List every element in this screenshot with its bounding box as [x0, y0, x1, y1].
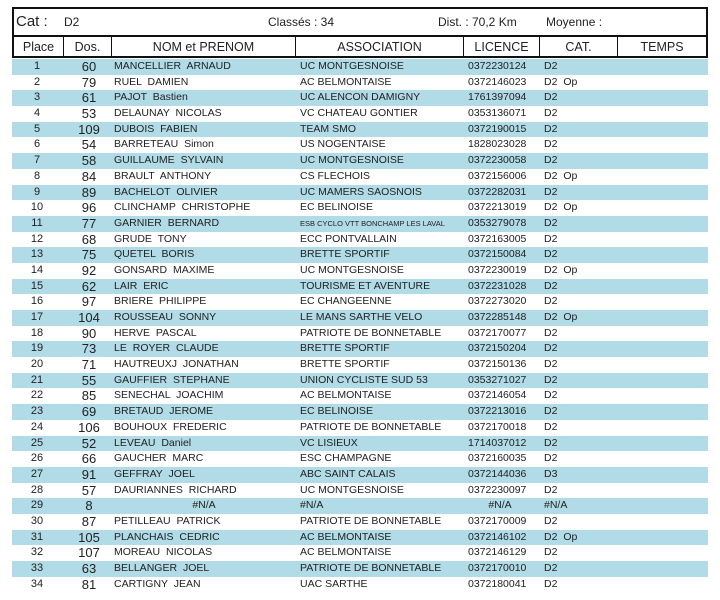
cell-association: ESB CYCLO VTT BONCHAMP LES LAVAL	[300, 218, 445, 228]
cell-licence: 1714037012	[468, 436, 527, 449]
cell-cat: D2	[544, 60, 558, 72]
cell-dos: 89	[81, 184, 97, 200]
cell-association: UC ALENCON DAMIGNY	[300, 91, 421, 104]
cell-licence: 0372163005	[468, 232, 527, 245]
cell-nom: GRUDE TONY	[114, 232, 187, 245]
cell-place: 1	[33, 60, 41, 72]
cell-nom: LE ROYER CLAUDE	[114, 342, 219, 355]
table-row	[12, 483, 708, 499]
table-row	[12, 279, 708, 295]
cell-licence: 0372230019	[468, 263, 527, 276]
table-row	[12, 341, 708, 357]
cell-licence: 0372170018	[468, 420, 527, 433]
cell-licence: 0353279078	[468, 216, 527, 229]
cell-association: BRETTE SPORTIF	[300, 248, 390, 261]
cell-nom: DAURIANNES RICHARD	[114, 483, 237, 496]
table-header	[12, 35, 708, 58]
cell-licence: 0372285148	[468, 311, 527, 323]
cell-dos: 106	[78, 419, 100, 435]
cell-dos: 57	[81, 482, 97, 498]
table-row	[12, 388, 708, 404]
cell-temps	[616, 75, 708, 91]
cell-place: 3	[33, 91, 41, 104]
cell-association: US NOGENTAISE	[300, 138, 386, 151]
cell-temps	[616, 357, 708, 373]
average-speed: Moyenne :	[546, 15, 603, 29]
cell-cat: D2	[544, 138, 558, 151]
cell-dos: 107	[78, 545, 100, 561]
cell-place: 14	[30, 263, 44, 276]
col-header-association: ASSOCIATION	[296, 37, 464, 56]
cell-temps	[616, 467, 708, 483]
cell-cat: #N/A	[544, 499, 568, 512]
cell-association: PATRIOTE DE BONNETABLE	[300, 562, 442, 574]
cell-nom: SENECHAL JOACHIM	[114, 389, 224, 402]
cell-nom: GONSARD MAXIME	[114, 263, 215, 276]
race-info-box	[12, 7, 708, 35]
cell-place: 26	[30, 452, 44, 465]
cell-association: PATRIOTE DE BONNETABLE	[300, 420, 442, 433]
cell-cat: D2	[544, 483, 558, 496]
cell-cat: D2	[544, 562, 558, 574]
cell-dos: 52	[81, 435, 97, 451]
cell-dos: 8	[85, 498, 93, 514]
cell-place: 18	[30, 326, 44, 339]
col-header-cat: CAT.	[540, 37, 618, 56]
cell-association: TEAM SMO	[300, 122, 357, 135]
cell-nom: BELLANGER JOEL	[114, 562, 210, 574]
cell-nom: MANCELLIER ARNAUD	[114, 60, 231, 72]
cell-association: BRETTE SPORTIF	[300, 358, 390, 371]
cell-licence: 0372144036	[468, 467, 527, 480]
table-row	[12, 373, 708, 389]
table-row	[12, 122, 708, 138]
cell-licence: 0372170009	[468, 514, 527, 527]
cell-place: 12	[30, 232, 44, 245]
cell-nom: BRAULT ANTHONY	[114, 169, 212, 182]
cell-licence: 0372150136	[468, 358, 527, 371]
cell-place: 6	[33, 138, 41, 151]
cell-nom: HERVE PASCAL	[114, 326, 197, 339]
cell-nom: GARNIER BERNARD	[114, 216, 220, 229]
table-row	[12, 169, 708, 185]
table-row	[12, 310, 708, 326]
cell-place: 16	[30, 295, 44, 308]
cell-dos: 61	[81, 90, 97, 106]
cell-licence: 1761397094	[468, 91, 527, 104]
cell-nom: DELAUNAY NICOLAS	[114, 107, 222, 120]
cell-licence: 0372180041	[468, 577, 527, 590]
cell-dos: 77	[81, 215, 97, 231]
cell-temps	[616, 451, 708, 467]
cell-temps	[616, 122, 708, 138]
cell-licence: 0353271027	[468, 373, 527, 386]
cell-temps	[616, 436, 708, 452]
cell-temps	[616, 561, 708, 577]
cell-dos: 58	[81, 153, 97, 169]
cell-dos: 91	[81, 466, 97, 482]
cell-dos: 109	[78, 121, 100, 137]
cell-nom: GEFFRAY JOEL	[114, 467, 195, 480]
cell-place: 20	[30, 358, 44, 371]
cell-dos: 73	[81, 341, 97, 357]
cell-dos: 97	[81, 294, 97, 310]
cell-association: PATRIOTE DE BONNETABLE	[300, 326, 442, 339]
cell-association: PATRIOTE DE BONNETABLE	[300, 514, 442, 527]
cell-dos: 84	[81, 168, 97, 184]
cell-cat: D2 Op	[544, 75, 578, 88]
cell-place: 9	[33, 185, 41, 198]
cell-nom: PLANCHAIS CEDRIC	[114, 530, 220, 543]
cell-licence: 0372170077	[468, 326, 527, 339]
classified-count: Classés : 34	[268, 15, 335, 29]
cell-cat: D2	[544, 248, 558, 261]
cell-dos: 79	[81, 74, 97, 90]
table-row	[12, 577, 708, 593]
cell-place: 2	[33, 75, 41, 88]
table-row	[12, 357, 708, 373]
cell-cat: D2 Op	[544, 201, 578, 214]
cell-licence: 0372213019	[468, 201, 527, 214]
cell-dos: 54	[81, 137, 97, 153]
table-row	[12, 326, 708, 342]
cell-nom: LEVEAU Daniel	[114, 436, 192, 449]
cell-cat: D2 Op	[544, 263, 578, 276]
distance: Dist. : 70,2 Km	[438, 15, 517, 29]
category-label: Cat :	[16, 13, 48, 30]
cell-nom: DUBOIS FABIEN	[114, 122, 198, 135]
cell-licence: 0372150084	[468, 248, 527, 261]
cell-association: BRETTE SPORTIF	[300, 342, 390, 355]
table-row	[12, 59, 708, 75]
cell-licence: 0372213016	[468, 405, 527, 418]
cell-place: 32	[30, 546, 44, 559]
table-row	[12, 467, 708, 483]
cell-place: 25	[30, 436, 44, 449]
cell-temps	[616, 498, 708, 514]
cell-cat: D2 Op	[544, 311, 578, 323]
table-row	[12, 436, 708, 452]
cell-dos: 75	[81, 247, 97, 263]
cell-dos: 105	[78, 529, 100, 545]
cell-nom: LAIR ERIC	[114, 279, 169, 292]
cell-temps	[616, 137, 708, 153]
cell-place: 4	[33, 107, 41, 120]
cell-licence: 0372156006	[468, 169, 527, 182]
cell-place: 10	[30, 201, 44, 214]
cell-temps	[616, 247, 708, 263]
cell-nom: GUILLAUME SYLVAIN	[114, 154, 224, 167]
col-header-licence: LICENCE	[464, 37, 540, 56]
cell-association: UAC SARTHE	[300, 577, 368, 590]
cell-dos: 60	[81, 59, 97, 74]
cell-dos: 53	[81, 106, 97, 122]
table-row	[12, 545, 708, 561]
cell-association: AC BELMONTAISE	[300, 546, 392, 559]
table-row	[12, 498, 708, 514]
cell-cat: D2	[544, 577, 558, 590]
cell-place: 8	[33, 169, 41, 182]
cell-association: AC BELMONTAISE	[300, 530, 392, 543]
cell-cat: D2	[544, 514, 558, 527]
table-row	[12, 137, 708, 153]
cell-place: 31	[30, 530, 44, 543]
cell-association: VC LISIEUX	[300, 436, 358, 449]
cell-licence: #N/A	[488, 499, 512, 512]
cell-cat: D2	[544, 342, 558, 355]
cell-licence: 0372190015	[468, 122, 527, 135]
cell-association: CS FLECHOIS	[300, 169, 371, 182]
results-table-body	[12, 59, 708, 592]
cell-cat: D2 Op	[544, 530, 578, 543]
cell-temps	[616, 153, 708, 169]
cell-association: TOURISME ET AVENTURE	[300, 279, 431, 292]
cell-temps	[616, 404, 708, 420]
cell-licence: 0372146054	[468, 389, 527, 402]
table-row	[12, 185, 708, 201]
cell-association: ESC CHAMPAGNE	[300, 452, 392, 465]
cell-licence: 0372170010	[468, 562, 527, 574]
cell-dos: 104	[78, 310, 100, 325]
cell-cat: D2	[544, 389, 558, 402]
cell-temps	[616, 483, 708, 499]
cell-cat: D3	[544, 467, 558, 480]
cell-licence: 1828023028	[468, 138, 527, 151]
results-sheet	[12, 7, 708, 592]
cell-place: 21	[30, 373, 44, 386]
cell-cat: D2	[544, 420, 558, 433]
cell-licence: 0372230058	[468, 154, 527, 167]
cell-place: 23	[30, 405, 44, 418]
col-header-nom: NOM et PRENOM	[112, 37, 296, 56]
cell-nom: QUETEL BORIS	[114, 248, 195, 261]
cell-dos: 87	[81, 513, 97, 529]
cell-temps	[616, 373, 708, 389]
cell-licence: 0372273020	[468, 295, 527, 308]
cell-cat: D2	[544, 154, 558, 167]
cell-place: 19	[30, 342, 44, 355]
cell-association: EC BELINOISE	[300, 201, 373, 214]
cell-nom: PAJOT Bastien	[114, 91, 188, 104]
cell-association: UC MONTGESNOISE	[300, 154, 404, 167]
cell-association: ECC PONTVALLAIN	[300, 232, 397, 245]
cell-temps	[616, 263, 708, 279]
cell-cat: D2	[544, 546, 558, 559]
cell-association: LE MANS SARTHE VELO	[300, 311, 423, 323]
cell-place: 17	[30, 311, 44, 323]
cell-dos: 68	[81, 231, 97, 247]
cell-place: 11	[31, 216, 43, 229]
table-row	[12, 561, 708, 577]
cell-nom: HAUTREUXJ JONATHAN	[114, 358, 239, 371]
cell-cat: D2	[544, 232, 558, 245]
cell-place: 28	[30, 483, 44, 496]
cell-nom: RUEL DAMIEN	[114, 75, 189, 88]
cell-place: 34	[30, 577, 44, 590]
cell-nom: BARRETEAU Simon	[114, 138, 214, 151]
category-value: D2	[64, 15, 80, 29]
cell-dos: 85	[81, 388, 97, 404]
cell-temps	[616, 279, 708, 295]
cell-dos: 92	[81, 262, 97, 278]
table-row	[12, 106, 708, 122]
table-row	[12, 263, 708, 279]
cell-nom: BACHELOT OLIVIER	[114, 185, 218, 198]
table-row	[12, 530, 708, 546]
cell-cat: D2	[544, 452, 558, 465]
cell-association: UC MONTGESNOISE	[300, 60, 404, 72]
cell-place: 30	[30, 514, 44, 527]
cell-place: 33	[30, 562, 44, 574]
cell-association: UC MAMERS SAOSNOIS	[300, 185, 422, 198]
cell-association: UNION CYCLISTE SUD 53	[300, 373, 428, 386]
cell-place: 27	[30, 467, 44, 480]
cell-temps	[616, 185, 708, 201]
cell-licence: 0372230124	[468, 60, 527, 72]
table-row	[12, 216, 708, 232]
cell-dos: 90	[81, 325, 97, 341]
cell-temps	[616, 169, 708, 185]
cell-temps	[616, 200, 708, 216]
cell-cat: D2	[544, 358, 558, 371]
cell-temps	[616, 341, 708, 357]
cell-licence: 0353136071	[468, 107, 527, 120]
col-header-dos: Dos.	[64, 37, 112, 56]
cell-temps	[616, 106, 708, 122]
cell-cat: D2	[544, 436, 558, 449]
cell-licence: 0372231028	[468, 279, 527, 292]
cell-temps	[616, 388, 708, 404]
cell-licence: 0372146023	[468, 75, 527, 88]
table-row	[12, 294, 708, 310]
cell-place: 24	[30, 420, 44, 433]
cell-nom: MOREAU NICOLAS	[114, 546, 213, 559]
cell-temps	[616, 59, 708, 75]
cell-cat: D2	[544, 326, 558, 339]
cell-place: 29	[30, 499, 44, 512]
table-row	[12, 247, 708, 263]
cell-association: AC BELMONTAISE	[300, 389, 392, 402]
cell-dos: 81	[81, 576, 97, 592]
cell-cat: D2	[544, 107, 558, 120]
cell-place: 15	[30, 279, 44, 292]
cell-cat: D2	[544, 216, 558, 229]
cell-temps	[616, 294, 708, 310]
cell-association: AC BELMONTAISE	[300, 75, 392, 88]
cell-licence: 0372146129	[468, 546, 527, 559]
cell-place: 13	[30, 248, 44, 261]
cell-nom: ROUSSEAU SONNY	[114, 311, 217, 323]
cell-association: UC MONTGESNOISE	[300, 263, 404, 276]
cell-association: EC CHANGEENNE	[300, 295, 392, 308]
cell-licence: 0372146102	[468, 530, 527, 543]
cell-dos: 96	[81, 200, 97, 216]
table-row	[12, 451, 708, 467]
cell-cat: D2	[544, 185, 558, 198]
table-row	[12, 404, 708, 420]
cell-cat: D2	[544, 373, 558, 386]
cell-association: VC CHATEAU GONTIER	[300, 107, 418, 120]
cell-temps	[616, 530, 708, 546]
cell-temps	[616, 326, 708, 342]
cell-association: #N/A	[300, 499, 324, 512]
cell-nom: GAUCHER MARC	[114, 452, 204, 465]
table-row	[12, 232, 708, 248]
cell-licence: 0372150204	[468, 342, 527, 355]
cell-temps	[616, 90, 708, 106]
cell-nom: CLINCHAMP CHRISTOPHE	[114, 201, 251, 214]
table-row	[12, 514, 708, 530]
table-row	[12, 75, 708, 91]
cell-cat: D2	[544, 91, 558, 104]
table-row	[12, 420, 708, 436]
cell-place: 7	[33, 154, 41, 167]
cell-place: 5	[33, 122, 41, 135]
cell-temps	[616, 514, 708, 530]
cell-temps	[616, 310, 708, 326]
cell-cat: D2	[544, 405, 558, 418]
cell-dos: 69	[81, 404, 97, 420]
table-row	[12, 200, 708, 216]
cell-temps	[616, 577, 708, 593]
cell-nom: #N/A	[192, 499, 216, 512]
cell-temps	[616, 545, 708, 561]
cell-dos: 62	[81, 278, 97, 294]
col-header-place: Place	[14, 37, 64, 56]
cell-licence: 0372282031	[468, 185, 527, 198]
col-header-temps: TEMPS	[640, 40, 684, 54]
cell-temps	[616, 216, 708, 232]
cell-dos: 71	[81, 357, 97, 373]
cell-temps	[616, 232, 708, 248]
cell-dos: 55	[81, 372, 97, 388]
cell-licence: 0372160035	[468, 452, 527, 465]
cell-nom: CARTIGNY JEAN	[114, 577, 201, 590]
cell-nom: BRIERE PHILIPPE	[114, 295, 207, 308]
cell-licence: 0372230097	[468, 483, 527, 496]
cell-dos: 66	[81, 451, 97, 467]
cell-nom: PETILLEAU PATRICK	[114, 514, 221, 527]
cell-dos: 63	[81, 561, 97, 576]
cell-cat: D2 Op	[544, 169, 578, 182]
cell-nom: GAUFFIER STEPHANE	[114, 373, 230, 386]
cell-cat: D2	[544, 295, 558, 308]
cell-place: 22	[30, 389, 44, 402]
cell-association: UC MONTGESNOISE	[300, 483, 404, 496]
cell-nom: BRETAUD JEROME	[114, 405, 214, 418]
cell-association: ABC SAINT CALAIS	[300, 467, 396, 480]
table-row	[12, 90, 708, 106]
cell-nom: BOUHOUX FREDERIC	[114, 420, 227, 433]
table-row	[12, 153, 708, 169]
cell-cat: D2	[544, 122, 558, 135]
cell-temps	[616, 420, 708, 436]
cell-association: EC BELINOISE	[300, 405, 373, 418]
cell-cat: D2	[544, 279, 558, 292]
